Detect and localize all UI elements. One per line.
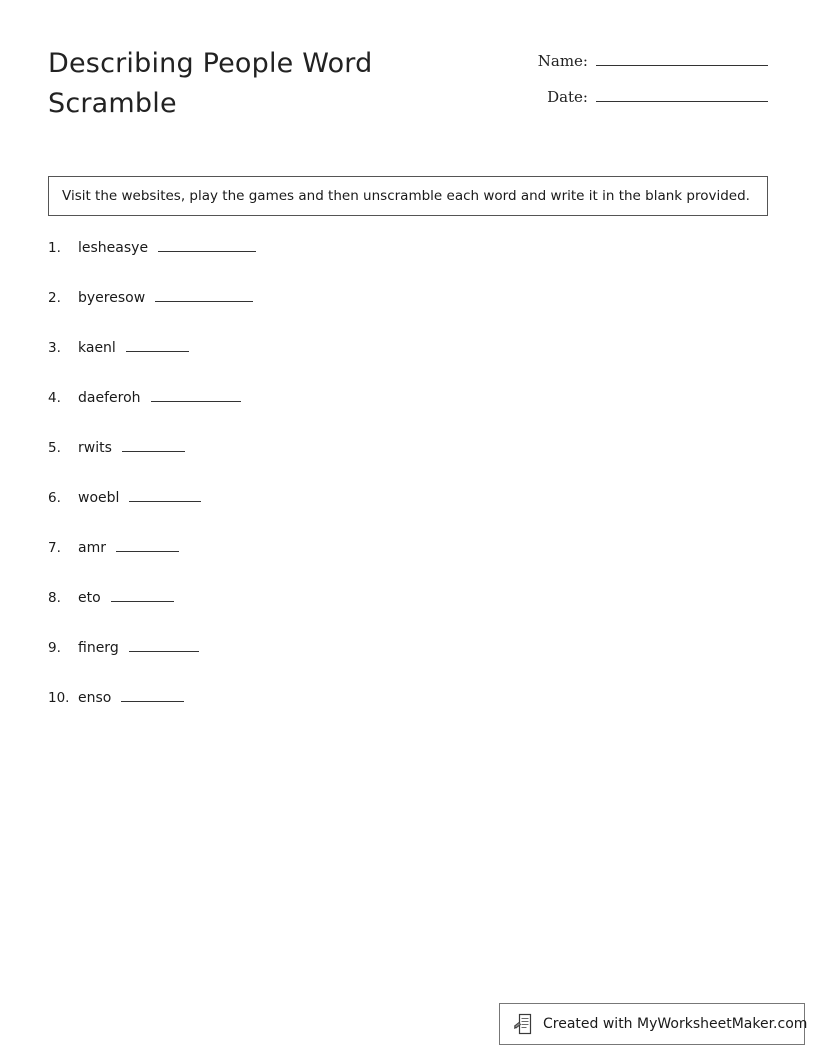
list-item <box>48 688 768 738</box>
list-item-number: 7. <box>48 540 61 556</box>
list-item <box>48 288 768 338</box>
name-label: Name: <box>537 52 588 70</box>
answer-blank[interactable] <box>155 288 253 302</box>
answer-blank[interactable] <box>129 638 199 652</box>
list-item-number: 6. <box>48 490 61 506</box>
list-item <box>48 588 768 638</box>
answer-blank[interactable] <box>116 538 179 552</box>
list-item <box>48 538 768 588</box>
list-item-number: 8. <box>48 590 61 606</box>
name-input-line[interactable] <box>596 50 768 66</box>
answer-blank[interactable] <box>111 588 174 602</box>
scrambled-word: woebl <box>78 490 120 506</box>
scrambled-word: daeferoh <box>78 390 141 406</box>
list-item <box>48 438 768 488</box>
list-item <box>48 638 768 688</box>
answer-blank[interactable] <box>121 688 184 702</box>
list-item-number: 5. <box>48 440 61 456</box>
answer-blank[interactable] <box>158 238 256 252</box>
scrambled-word: kaenl <box>78 340 116 356</box>
list-item-number: 9. <box>48 640 61 656</box>
answer-blank[interactable] <box>126 338 189 352</box>
scrambled-word: finerg <box>78 640 119 656</box>
name-date-block <box>488 50 768 122</box>
document-pencil-icon <box>514 1013 534 1035</box>
scrambled-word: lesheasye <box>78 240 149 256</box>
scrambled-word: rwits <box>78 440 112 456</box>
list-item-number: 10. <box>48 690 70 706</box>
answer-blank[interactable] <box>151 388 241 402</box>
list-item <box>48 388 768 438</box>
list-item <box>48 238 768 288</box>
page-title: Describing People Word Scramble <box>48 48 373 119</box>
date-input-line[interactable] <box>596 86 768 102</box>
answer-blank[interactable] <box>122 438 185 452</box>
scramble-list <box>48 238 768 738</box>
list-item <box>48 338 768 388</box>
list-item-number: 2. <box>48 290 61 306</box>
instructions-box: Visit the websites, play the games and then unscramble each word and write it in the blank provided. <box>48 176 768 216</box>
list-item-number: 1. <box>48 240 61 256</box>
list-item-number: 4. <box>48 390 61 406</box>
date-row <box>488 86 768 106</box>
scrambled-word: enso <box>78 690 112 706</box>
footer-credit-text: Created with MyWorksheetMaker.com <box>543 1016 808 1032</box>
name-row <box>488 50 768 70</box>
scrambled-word: byeresow <box>78 290 146 306</box>
scrambled-word: eto <box>78 590 101 606</box>
answer-blank[interactable] <box>129 488 201 502</box>
scrambled-word: amr <box>78 540 106 556</box>
list-item <box>48 488 768 538</box>
date-label: Date: <box>547 88 588 106</box>
footer-credit-badge[interactable] <box>499 1003 808 1045</box>
worksheet-header <box>48 44 768 134</box>
list-item-number: 3. <box>48 340 61 356</box>
